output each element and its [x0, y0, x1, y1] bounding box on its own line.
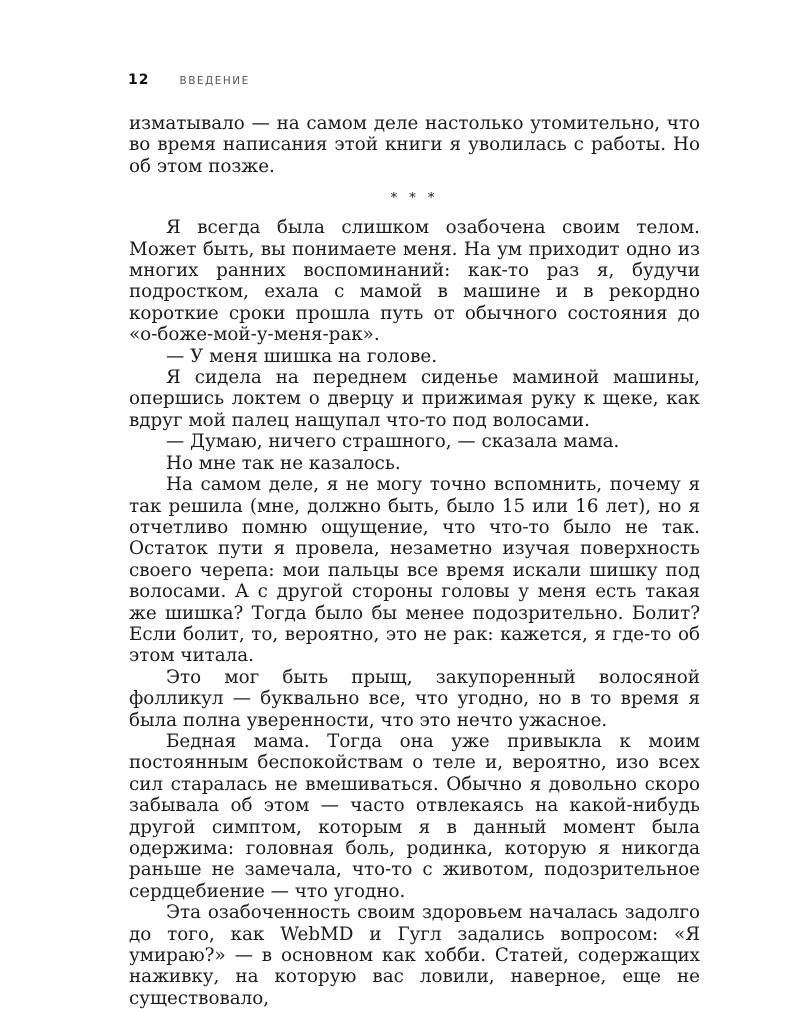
paragraph: На самом деле, я не могу точно вспомнить, почему я так решила (мне, должно быть, было 15 или 16 лет), но я отчетливо помню ощущение, что что-то было не так. Остаток пути я провела, незаметно изучая поверхность своего черепа: мои пальцы все время искали шишку под волосами. А с другой стороны головы у меня есть такая же шишка? Тогда было бы менее подозрительно. Болит? Если болит, то, вероятно, это не рак: кажется, я где-то об этом читала. [129, 474, 700, 667]
dialogue-line: — У меня шишка на голове. [166, 345, 438, 367]
paragraph: Эта озабоченность своим здоровьем началась задолго до того, как WebMD и Гугл задались вопросом: «Я умираю?» — в основном как хобби. Статей, содержащих наживку, на которую вас ловили, наверное, еще не существовало, [129, 902, 700, 1009]
paragraph: Это мог быть прыщ, закупоренный волосяной фолликул — буквально все, что угодно, но в то время я была полна уверенности, что это нечто ужасное. [129, 666, 700, 731]
dialogue-line: — Думаю, ничего страшного, — сказала мама. [166, 431, 620, 453]
section-separator: * * * [390, 191, 439, 207]
paragraph: Но мне так не казалось. [166, 452, 401, 474]
paragraph: Бедная мама. Тогда она уже привыкла к моим постоянным беспокойствам о теле и, вероятно, изо всех сил старалась не вмешиваться. Обычно я довольно скоро забывала об этом — часто отвлекаясь на какой-нибудь другой симптом, которым я в данный момент была одержима: головная боль, родинка, которую я никогда раньше не замечала, что-то с животом, подозрительное сердцебиение — что угодно. [129, 730, 700, 902]
paragraph: Я сидела на переднем сиденье маминой машины, опершись локтем о дверцу и прижимая руку к щеке, как вдруг мой палец нащупал что-то под волосами. [129, 367, 700, 431]
page-number: 12 [128, 72, 150, 88]
paragraph: Я всегда была слишком озабочена своим телом. Может быть, вы понимаете меня. На ум приходит одно из многих ранних воспоминаний: как-то раз я, будучи подростком, ехала с мамой в машине и в рекордно короткие сроки прошла путь от обычного состояния до «о-боже-мой-у-меня-рак». [129, 217, 700, 346]
running-head [128, 72, 250, 92]
paragraph: изматывало — на самом деле настолько утомительно, что во время написания этой книги я уволилась с работы. Но об этом позже. [129, 113, 700, 177]
section-title: ВВЕДЕНИЕ [179, 75, 250, 87]
body-text [129, 113, 700, 1009]
